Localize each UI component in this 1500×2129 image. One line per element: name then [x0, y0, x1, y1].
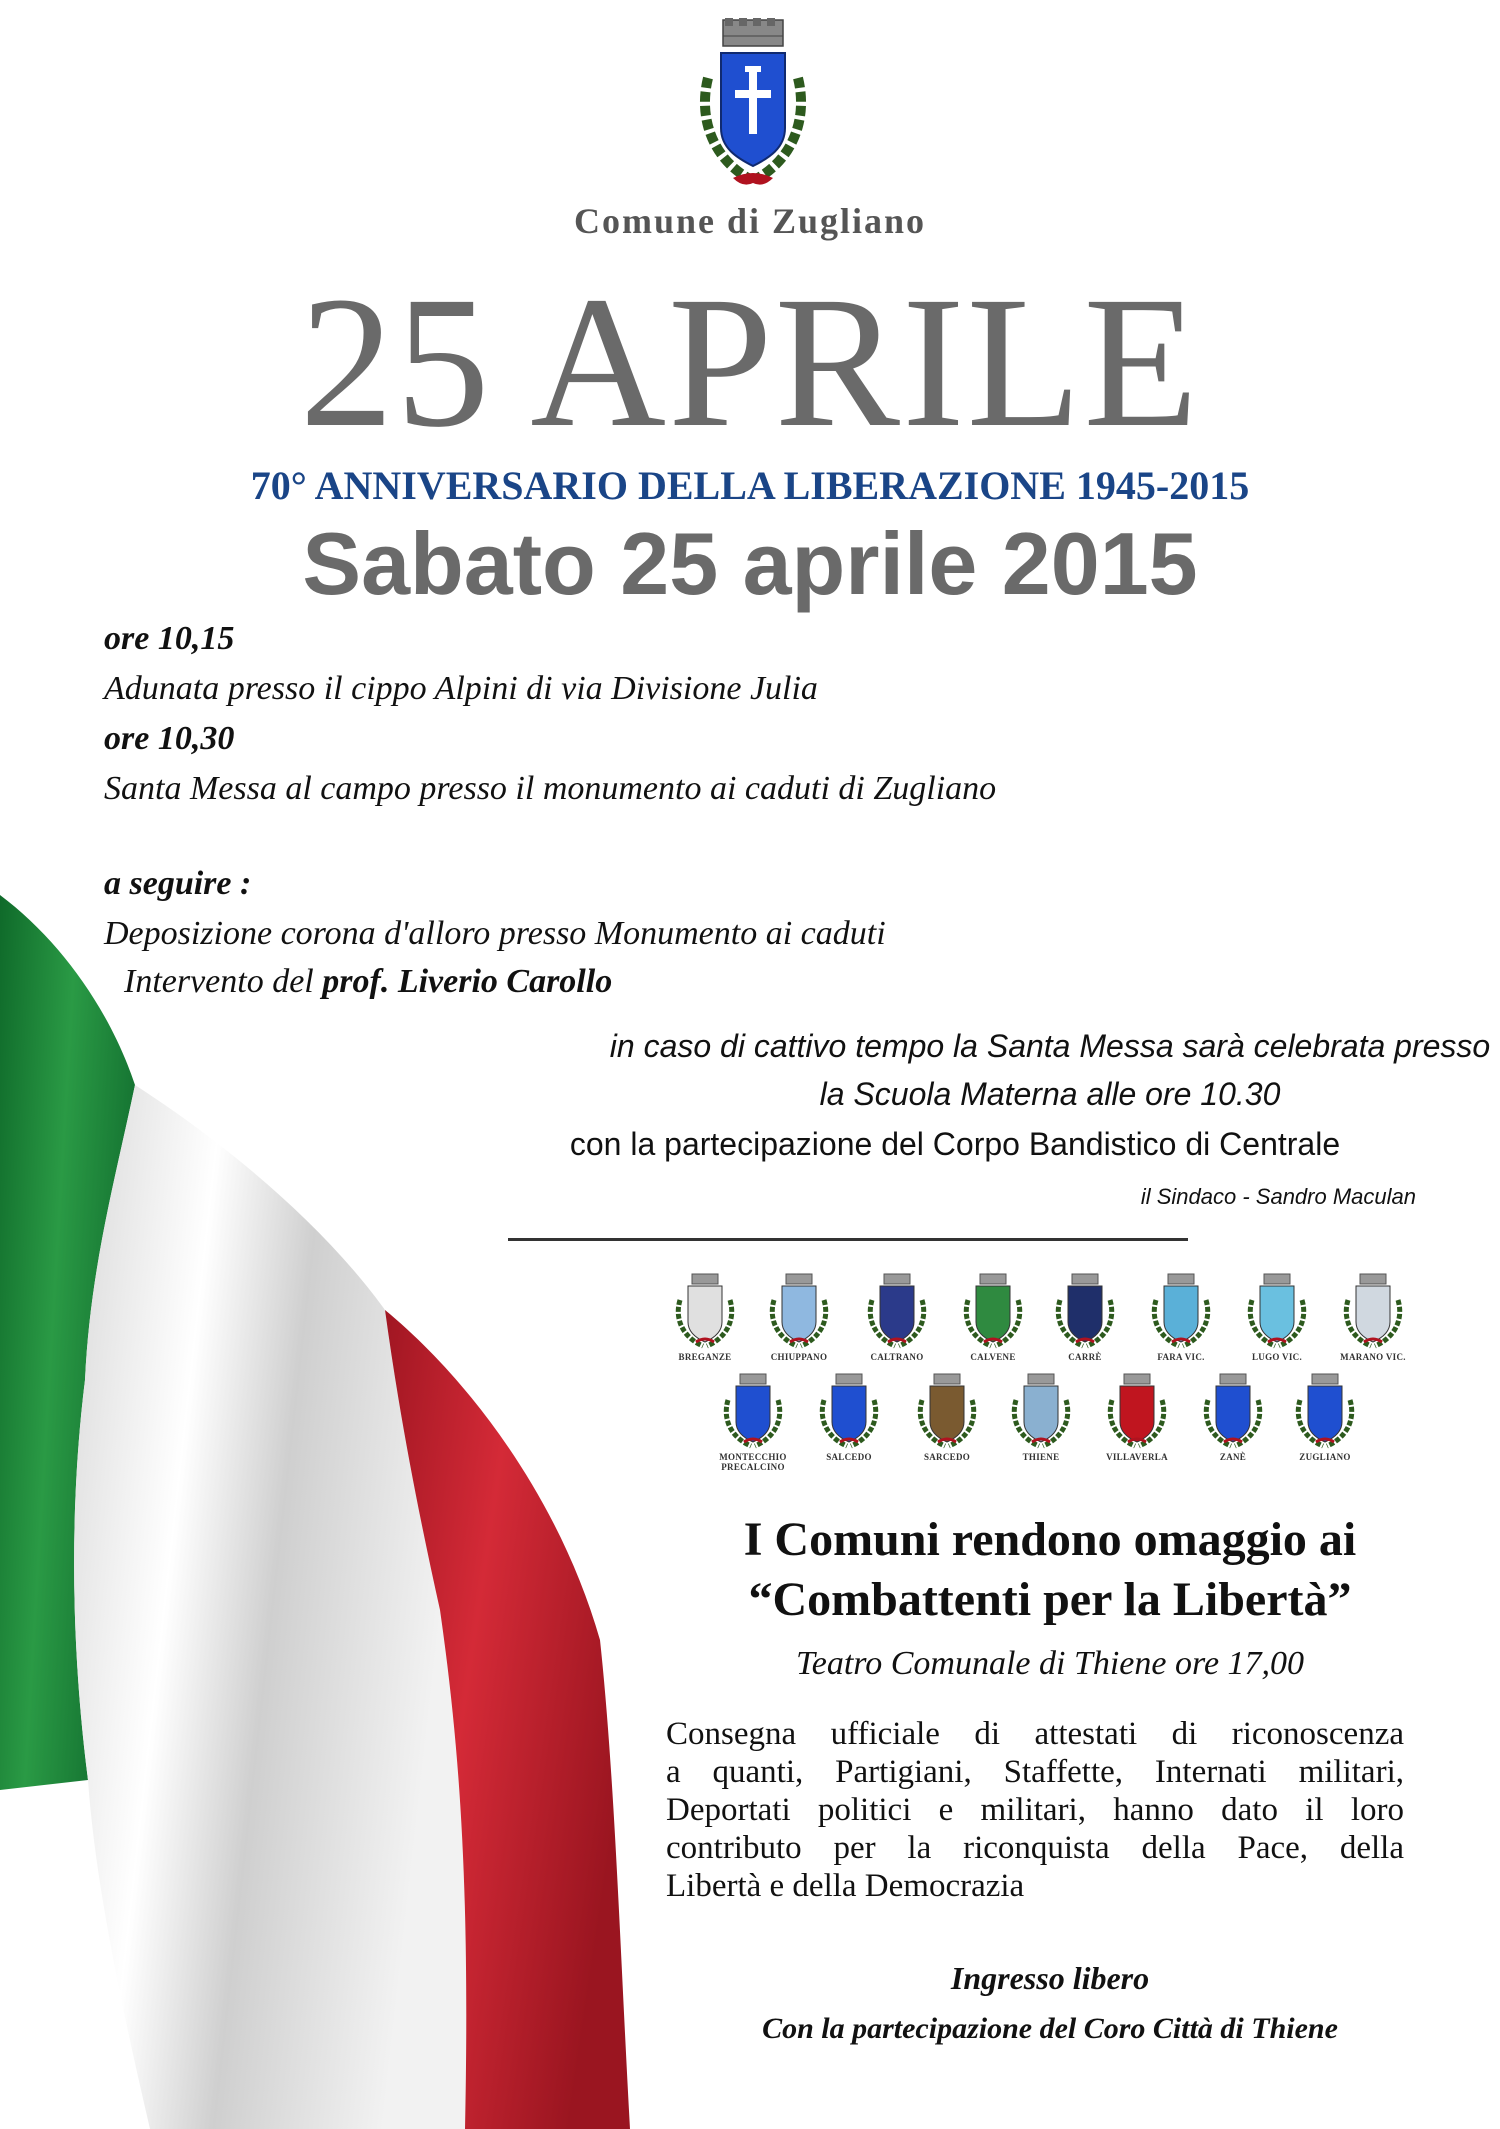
coat-of-arms-icon: [1338, 1272, 1408, 1350]
municipality-name: VILLAVERLA: [1106, 1452, 1168, 1462]
main-title: 25 APRILE: [299, 257, 1201, 466]
description-line: a quanti, Partigiani, Staffette, Internati militari,: [666, 1754, 1404, 1790]
rain-notice-2: la Scuola Materna alle ore 10.30: [819, 1076, 1281, 1112]
coat-of-arms-icon: [1050, 1272, 1120, 1350]
municipality-crest: [708, 1372, 798, 1473]
municipality-name: LUGO VIC.: [1251, 1352, 1303, 1362]
time-2: ore 10,30: [104, 720, 235, 757]
municipality-crest: [1136, 1272, 1226, 1362]
event-date: Sabato 25 aprile 2015: [302, 514, 1198, 613]
municipality-crest: [1040, 1272, 1130, 1362]
municipality-name: ZUGLIANO: [1299, 1452, 1351, 1462]
municipality-crest: [660, 1272, 750, 1362]
municipality-crest: [1188, 1372, 1278, 1462]
municipality-name: SARCEDO: [923, 1452, 971, 1462]
municipality-crest: [754, 1272, 844, 1362]
mayor-signature: il Sindaco - Sandro Maculan: [1140, 1184, 1416, 1209]
municipality-name: BREGANZE: [678, 1352, 732, 1362]
free-entry: Ingresso libero: [950, 1960, 1150, 1996]
municipality-crest: [1232, 1272, 1322, 1362]
coat-of-arms-icon: [718, 1372, 788, 1450]
following-item-1: Deposizione corona d'alloro presso Monumento ai caduti: [104, 915, 886, 952]
description-line: Deportati politici e militari, hanno dato il loro: [666, 1792, 1404, 1828]
coat-of-arms-icon: [1242, 1272, 1312, 1350]
speech-line: [124, 963, 612, 1001]
municipality-crest: [1328, 1272, 1418, 1362]
municipality-crest: [902, 1372, 992, 1462]
municipality-name: ZANÈ: [1219, 1452, 1247, 1462]
coat-of-arms-icon: [1146, 1272, 1216, 1350]
event-2: Santa Messa al campo presso il monumento ai caduti di Zugliano: [104, 770, 997, 807]
comune-title: Comune di Zugliano: [573, 201, 927, 241]
municipality-name: CARRÈ: [1068, 1352, 1102, 1362]
homage-line-1: I Comuni rendono omaggio ai: [743, 1513, 1357, 1566]
following-label: a seguire :: [104, 865, 252, 902]
description-line: Consegna ufficiale di attestati di riconoscenza: [666, 1716, 1404, 1752]
coat-of-arms-icon: [912, 1372, 982, 1450]
rain-notice-1: in caso di cattivo tempo la Santa Messa sarà celebrata presso: [609, 1028, 1491, 1064]
band-line: con la partecipazione del Corpo Bandistico di Centrale: [569, 1126, 1341, 1162]
municipality-name: FARA VIC.: [1157, 1352, 1205, 1362]
municipality-crest: [1092, 1372, 1182, 1462]
anniversary-subtitle: 70° ANNIVERSARIO DELLA LIBERAZIONE 1945-2015: [250, 463, 1250, 508]
description-line: contributo per la riconquista della Pace, della: [666, 1830, 1404, 1866]
choir-line: Con la partecipazione del Coro Città di Thiene: [762, 2012, 1338, 2045]
event-1: Adunata presso il cippo Alpini di via Divisione Julia: [104, 670, 818, 707]
coat-of-arms-icon: [1198, 1372, 1268, 1450]
coat-of-arms-icon: [1290, 1372, 1360, 1450]
homage-line-2: “Combattenti per la Libertà”: [748, 1573, 1352, 1626]
municipality-crest: [996, 1372, 1086, 1462]
time-1: ore 10,15: [104, 620, 235, 657]
municipality-name: CALTRANO: [870, 1352, 924, 1362]
municipality-name: SALCEDO: [826, 1452, 872, 1462]
municipality-crest: [804, 1372, 894, 1462]
municipality-name: THIENE: [1022, 1452, 1060, 1462]
municipality-name: MONTECCHIO PRECALCINO: [719, 1452, 787, 1473]
municipality-crest: [1280, 1372, 1370, 1462]
speaker-name: prof. Liverio Carollo: [322, 963, 613, 1000]
zugliano-crest-icon: [683, 18, 823, 198]
municipality-name: CALVENE: [970, 1352, 1016, 1362]
coat-of-arms-icon: [764, 1272, 834, 1350]
coat-of-arms-icon: [958, 1272, 1028, 1350]
coat-of-arms-icon: [814, 1372, 884, 1450]
description-line: Libertà e della Democrazia: [666, 1868, 1025, 1904]
municipality-crest: [852, 1272, 942, 1362]
venue-time: Teatro Comunale di Thiene ore 17,00: [795, 1645, 1305, 1682]
municipality-name: MARANO VIC.: [1340, 1352, 1406, 1362]
ceremony-description: [666, 1715, 1404, 1905]
coat-of-arms-icon: [1102, 1372, 1172, 1450]
coat-of-arms-icon: [862, 1272, 932, 1350]
coat-of-arms-icon: [670, 1272, 740, 1350]
municipality-name: CHIUPPANO: [770, 1352, 828, 1362]
speech-prefix: Intervento del: [124, 963, 323, 1000]
divider: [508, 1238, 1188, 1241]
coat-of-arms-icon: [1006, 1372, 1076, 1450]
municipality-crest: [948, 1272, 1038, 1362]
